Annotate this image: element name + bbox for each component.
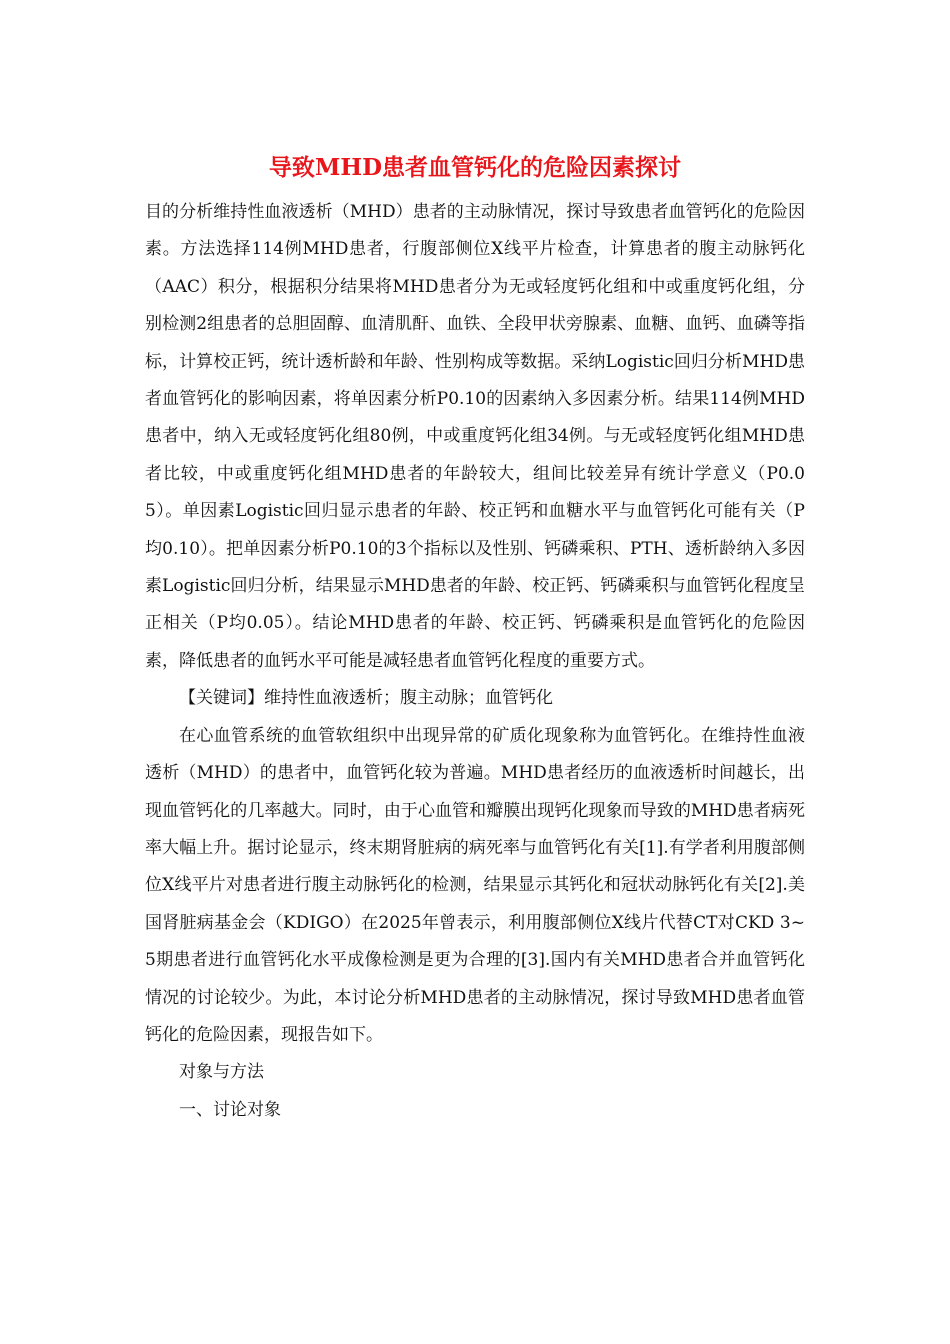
section-heading: 对象与方法 [179,1062,264,1083]
intro-paragraph: 在心血管系统的血管软组织中出现异常的矿质化现象称为血管钙化。在维持性血液透析（MHD）的患者中，血管钙化较为普遍。MHD患者经历的血液透析时间越长，出现血管钙化的几率越大。同时，由于心血管和瓣膜出现钙化现象而导致的MHD患者病死率大幅上升。据讨论显示，终末期肾脏病的病死率与血管钙化有关[1].有学者利用腹部侧位X线平片对患者进行腹主动脉钙化的检测，结果显示其钙化和冠状动脉钙化有关[2].美国肾脏病基金会（KDIGO）在2025年曾表示，利用腹部侧位X线片代替CT对CKD 3~5期患者进行血管钙化水平成像检测是更为合理的[3].国内有关MHD患者合并血管钙化情况的讨论较少。为此，本讨论分析MHD患者的主动脉情况，探讨导致MHD患者血管钙化的危险因素，现报告如下。 [145,725,805,1045]
keywords-line: 【关键词】维持性血液透析；腹主动脉；血管钙化 [179,688,553,709]
abstract-paragraph: 目的分析维持性血液透析（MHD）患者的主动脉情况，探讨导致患者血管钙化的危险因素。方法选择114例MHD患者，行腹部侧位X线平片检查，计算患者的腹主动脉钙化（AAC）积分，根据积分结果将MHD患者分为无或轻度钙化组和中或重度钙化组，分别检测2组患者的总胆固醇、血清肌酐、血铁、全段甲状旁腺素、血糖、血钙、血磷等指标，计算校正钙，统计透析龄和年龄、性别构成等数据。采纳Logistic回归分析MHD患者血管钙化的影响因素，将单因素分析P0.10的因素纳入多因素分析。结果114例MHD患者中，纳入无或轻度钙化组80例，中或重度钙化组34例。与无或轻度钙化组MHD患者比较，中或重度钙化组MHD患者的年龄较大，组间比较差异有统计学意义（P0.05）。单因素Logistic回归显示患者的年龄、校正钙和血糖水平与血管钙化可能有关（P均0.10）。把单因素分析P0.10的3个指标以及性别、钙磷乘积、PTH、透析龄纳入多因素Logistic回归分析，结果显示MHD患者的年龄、校正钙、钙磷乘积与血管钙化程度呈正相关（P均0.05）。结论MHD患者的年龄、校正钙、钙磷乘积是血管钙化的危险因素，降低患者的血钙水平可能是减轻患者血管钙化程度的重要方式。 [145,202,805,671]
subsection-heading: 一、讨论对象 [179,1099,281,1120]
document-title: 导致MHD患者血管钙化的危险因素探讨 [268,154,682,181]
document-body [145,194,805,1129]
